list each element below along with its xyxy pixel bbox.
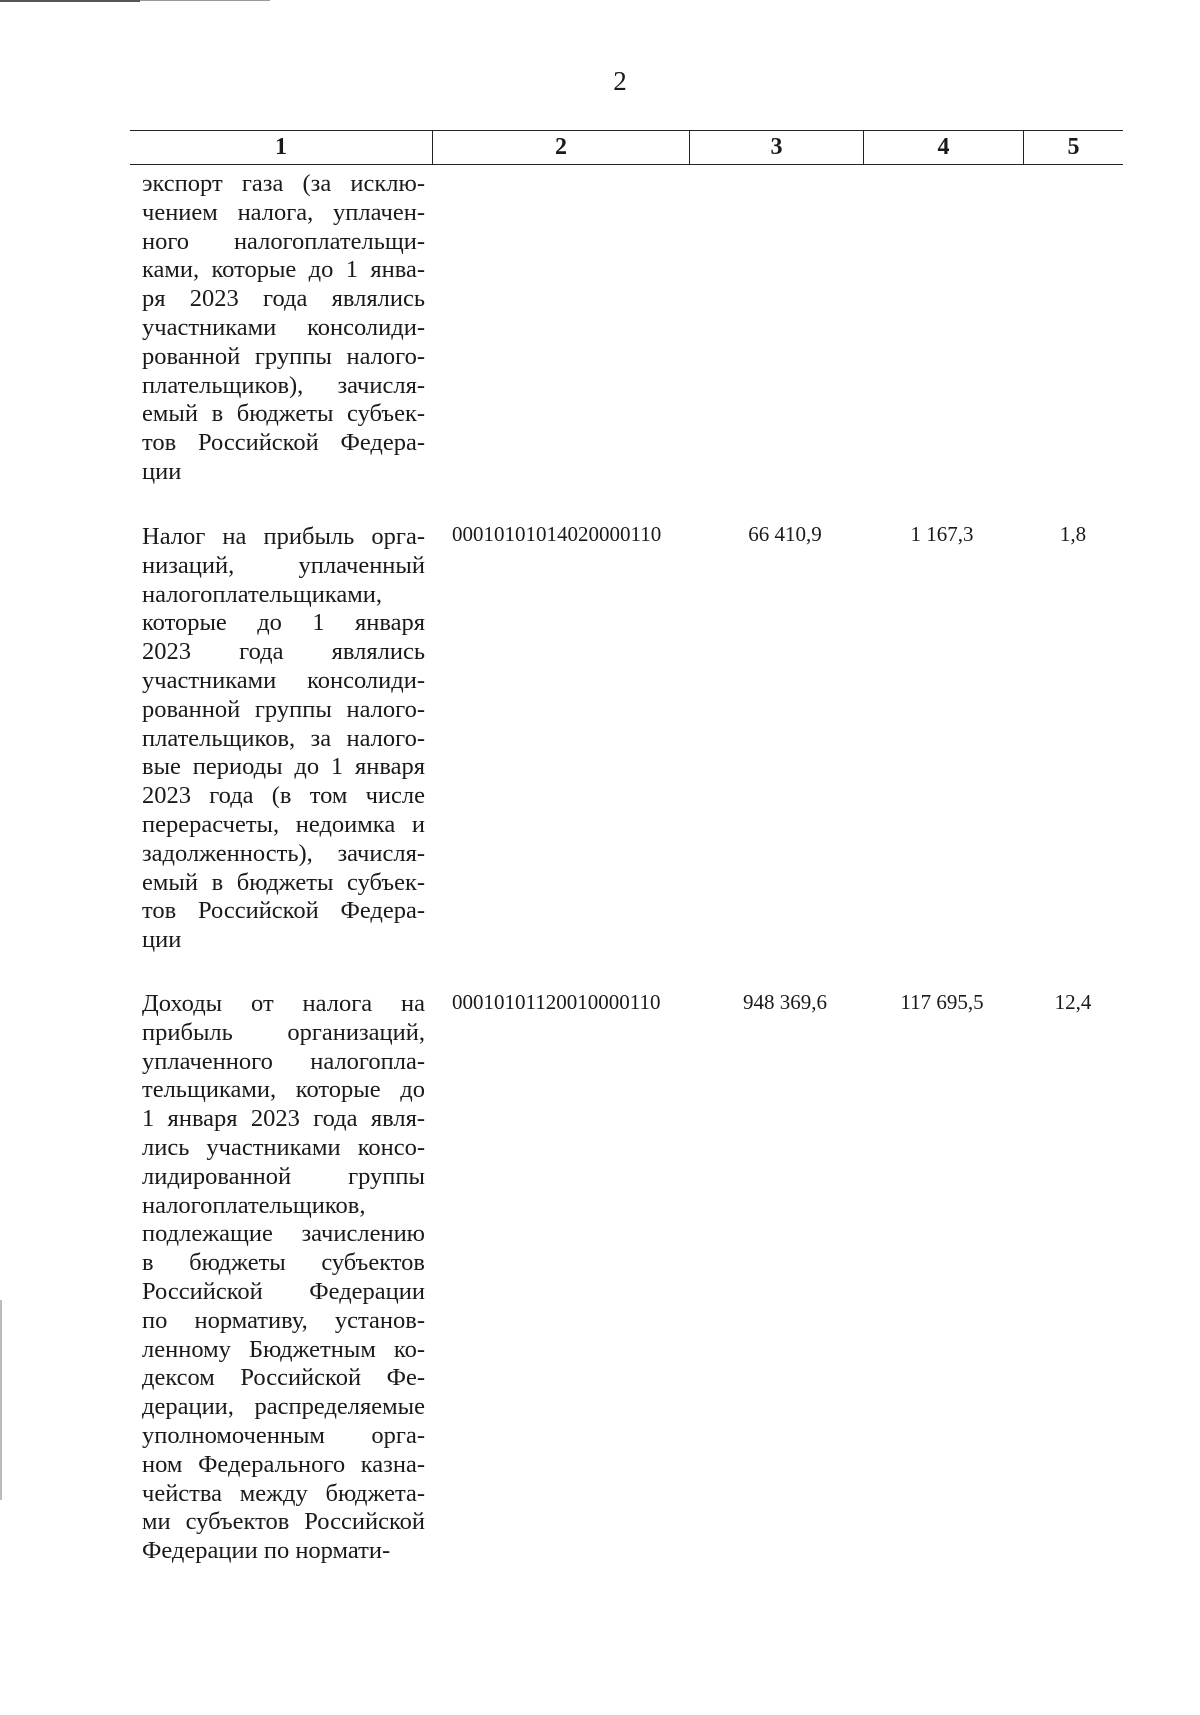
description-line: в бюджеты субъектов [142,1249,425,1277]
description-line: по нормативу, установ- [142,1306,425,1334]
description-line: участниками консолиди- [142,313,425,341]
description-line: ции [142,926,182,954]
description-line: емый в бюджеты субъек- [142,868,425,896]
description-line: уплаченного налогопла- [142,1047,425,1075]
description-line: дексом Российской Фе- [142,1364,425,1392]
description-line: ленному Бюджетным ко- [142,1335,425,1363]
description-line: емый в бюджеты субъек- [142,400,425,428]
table-cell-code: 00010101014020000110 [452,522,662,546]
description-line: Российской Федерации [142,1277,425,1305]
description-line: ном Федерального казна- [142,1450,425,1478]
description-line: задолженность), зачисля- [142,839,425,867]
description-line: рованной группы налого- [142,342,425,370]
description-line: тов Российской Федера- [142,429,425,457]
description-line: лись участниками консо- [142,1133,425,1161]
table-cell-col5: 12,4 [1054,990,1092,1014]
description-line: тельщиками, которые до [142,1076,425,1104]
scan-edge-line [0,1300,2,1500]
column-header-4: 4 [863,131,1023,164]
description-line: плательщиков, за налого- [142,724,425,752]
description-line: участниками консолиди- [142,666,425,694]
description-line: ря 2023 года являлись [142,285,425,313]
description-line: перерасчеты, недоимка и [142,810,425,838]
table-cell-col4: 117 695,5 [900,990,984,1014]
description-line: налогоплательщиками, [142,580,383,608]
description-line: 2023 года (в том числе [142,782,425,810]
description-line: прибыль организаций, [142,1018,425,1046]
description-line: 2023 года являлись [142,638,425,666]
scan-edge-line [140,0,270,1]
description-line: ми субъектов Российской [142,1508,425,1536]
description-line: Федерации по нормати- [142,1537,391,1565]
description-line: чением налога, уплачен- [142,198,425,226]
description-line: подлежащие зачислению [142,1220,425,1248]
table-row-description [142,990,425,1566]
scan-edge-line [0,0,140,2]
description-line: вые периоды до 1 января [142,753,425,781]
description-line: чейства между бюджета- [142,1479,425,1507]
column-header-5: 5 [1023,131,1123,164]
table-row-description [142,170,425,487]
description-line: рованной группы налого- [142,695,425,723]
description-line: которые до 1 января [142,609,425,637]
table-header [130,130,1123,165]
description-line: лидированной группы [142,1162,425,1190]
description-line: дерации, распределяемые [142,1393,425,1421]
table-cell-col3: 66 410,9 [748,522,822,546]
description-line: ции [142,457,182,485]
description-line: ками, которые до 1 янва- [142,256,425,284]
table-cell-col4: 1 167,3 [910,522,974,546]
page-number: 2 [613,66,627,96]
description-line: экспорт газа (за исклю- [142,170,425,197]
description-line: плательщиков), зачисля- [142,371,425,399]
table-cell-code: 00010101120010000110 [452,990,661,1014]
description-line: налогоплательщиков, [142,1191,366,1219]
description-line: ного налогоплательщи- [142,227,425,255]
table-cell-col3: 948 369,6 [743,990,827,1014]
description-line: Доходы от налога на [142,990,425,1017]
description-line: тов Российской Федера- [142,897,425,925]
table-cell-col5: 1,8 [1059,522,1087,546]
column-header-2: 2 [432,131,689,164]
column-header-3: 3 [689,131,863,164]
table-row-description [142,523,425,955]
description-line: Налог на прибыль орга- [142,523,425,550]
description-line: низаций, уплаченный [142,551,425,579]
column-header-1: 1 [275,134,287,160]
description-line: 1 января 2023 года явля- [142,1105,425,1133]
description-line: уполномоченным орга- [142,1421,425,1449]
